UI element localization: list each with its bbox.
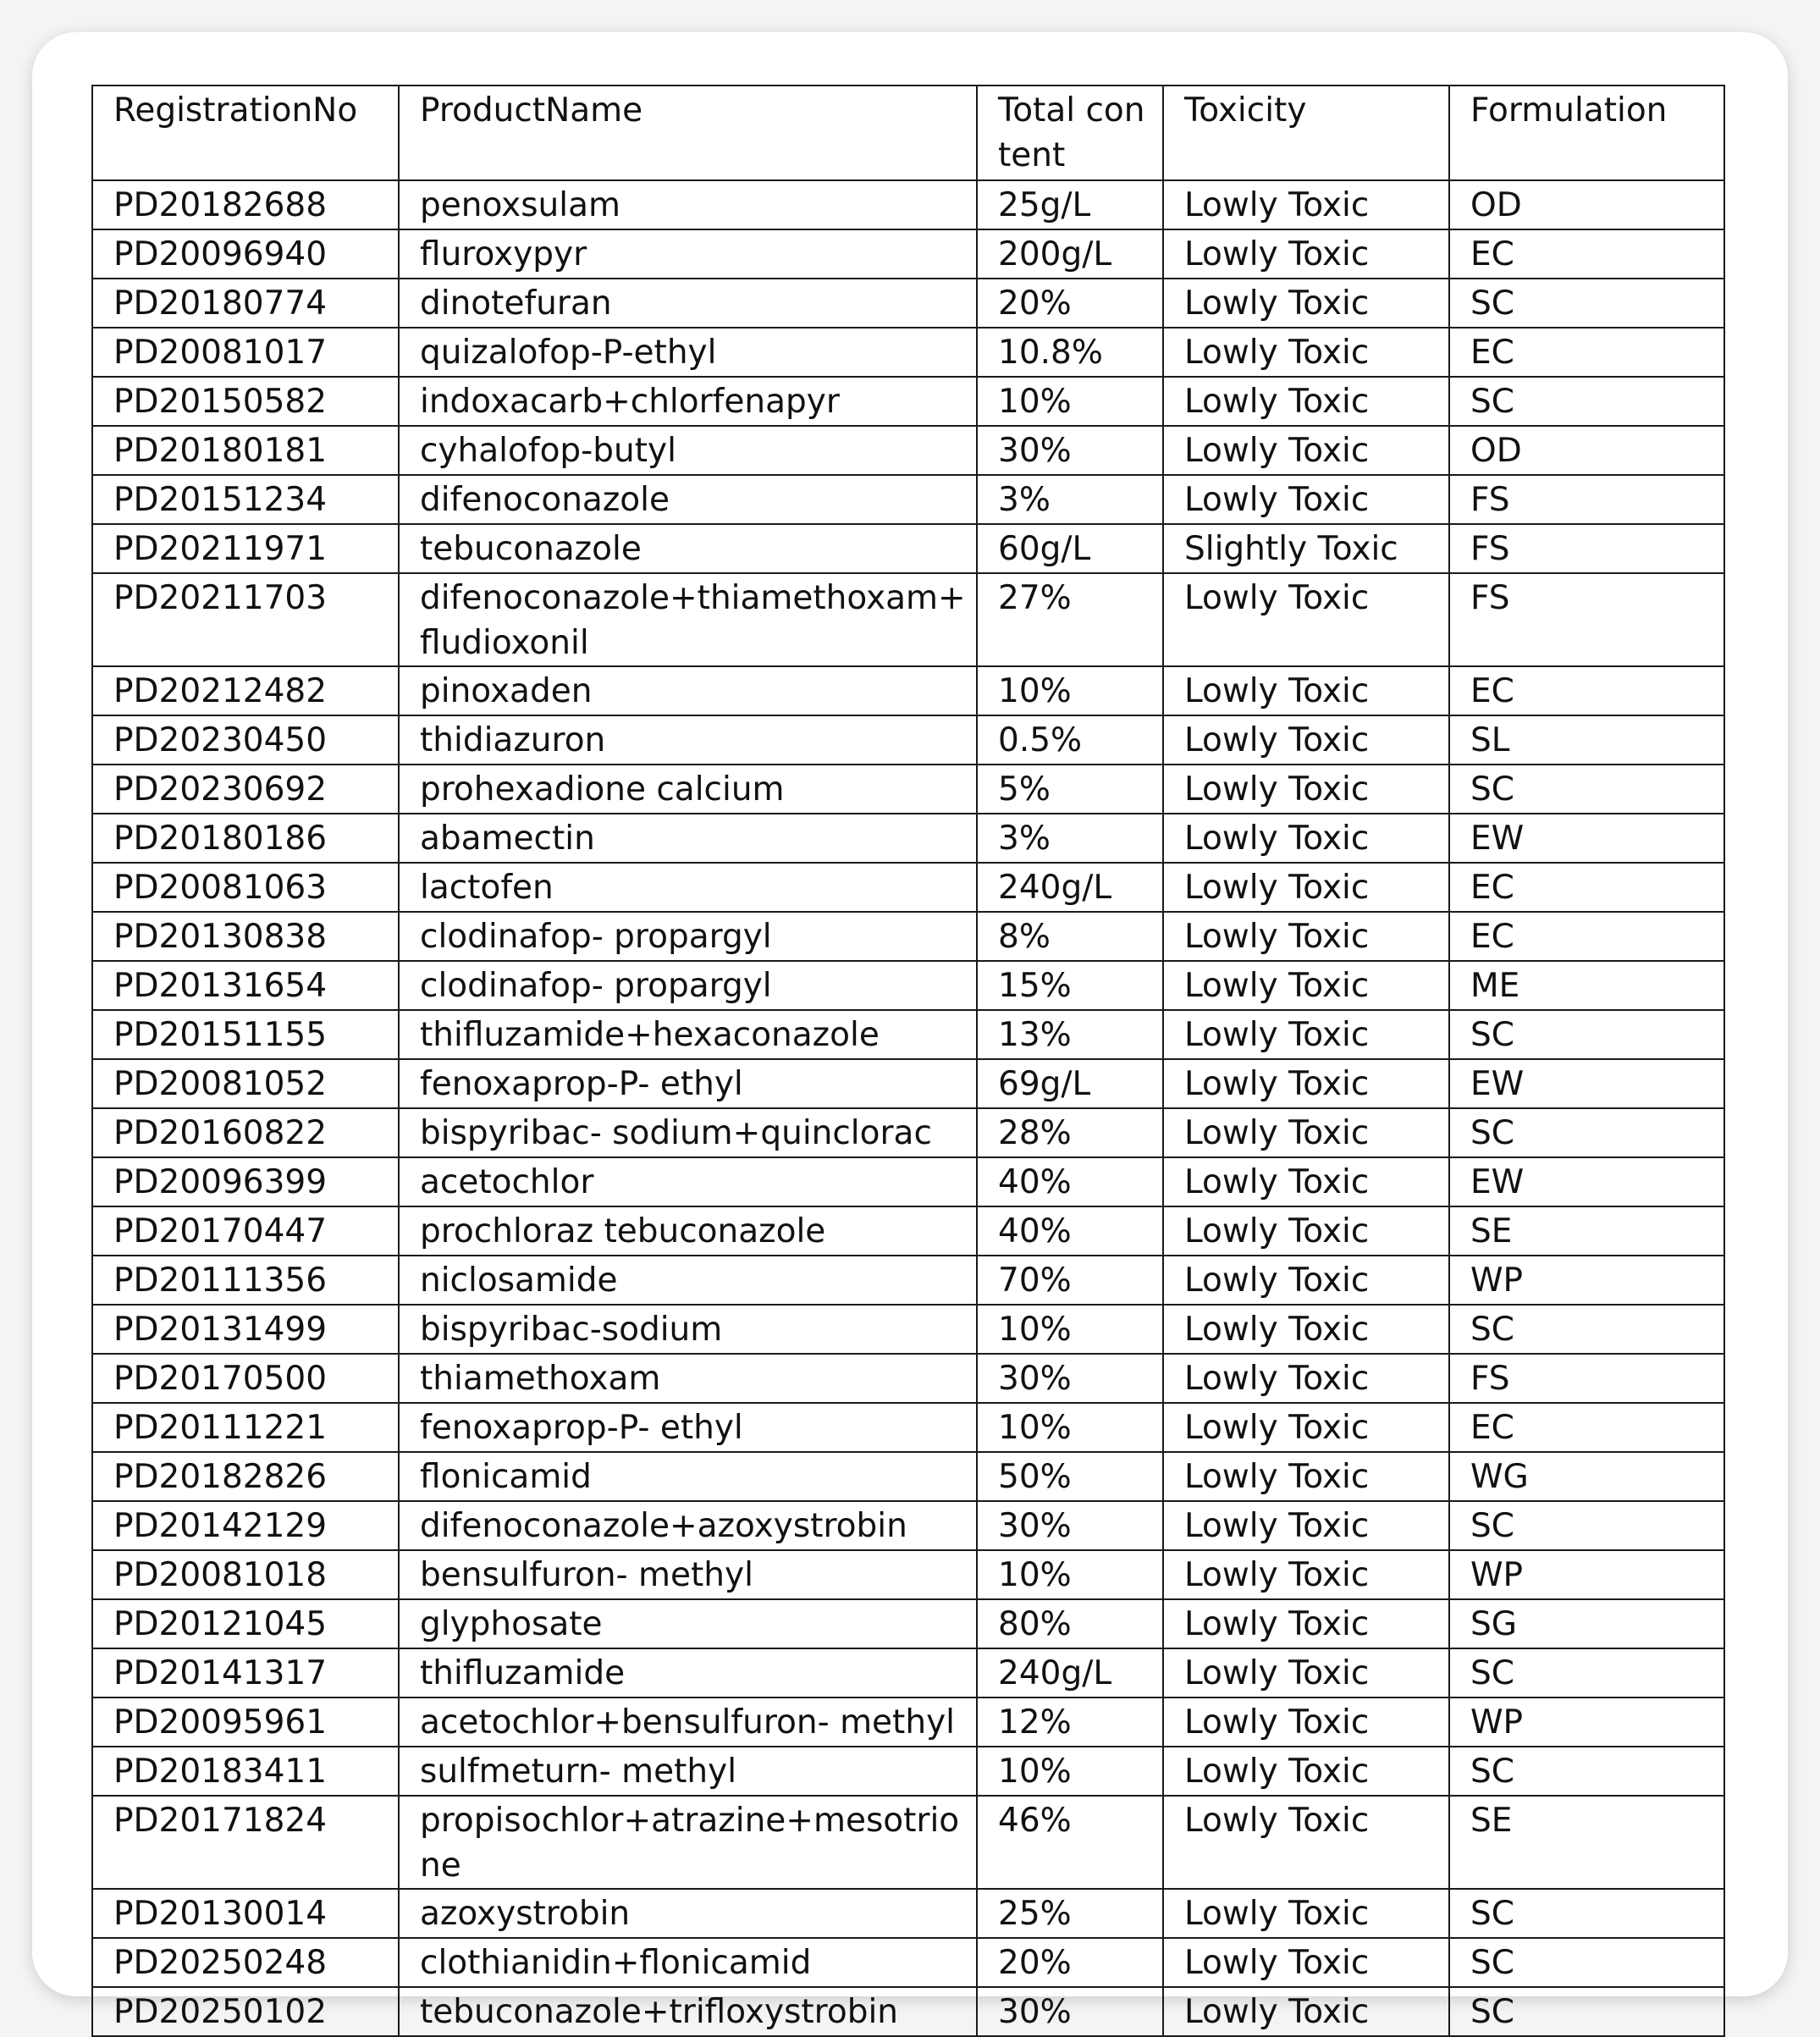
toxicity-cell: Lowly Toxic	[1163, 1889, 1449, 1938]
product-name-cell: clodinafop- propargyl	[399, 961, 977, 1010]
table-row	[92, 1501, 1724, 1550]
toxicity-cell: Lowly Toxic	[1163, 1648, 1449, 1698]
registration-no-cell: PD20250248	[92, 1938, 399, 1987]
total-content-cell: 40%	[977, 1206, 1163, 1256]
registration-no-cell: PD20183411	[92, 1747, 399, 1796]
total-content-cell: 10%	[977, 1747, 1163, 1796]
registration-no-cell: PD20160822	[92, 1108, 399, 1157]
product-name-cell: flonicamid	[399, 1452, 977, 1501]
registration-no-cell: PD20180181	[92, 426, 399, 475]
header-formulation: Formulation	[1449, 86, 1724, 180]
registration-no-cell: PD20111221	[92, 1403, 399, 1452]
registration-no-cell: PD20142129	[92, 1501, 399, 1550]
formulation-cell: SC	[1449, 1889, 1724, 1938]
product-name-cell: cyhalofop-butyl	[399, 426, 977, 475]
formulation-cell: FS	[1449, 524, 1724, 573]
registration-no-cell: PD20212482	[92, 666, 399, 715]
toxicity-cell: Lowly Toxic	[1163, 666, 1449, 715]
formulation-cell: ME	[1449, 961, 1724, 1010]
table-row	[92, 328, 1724, 377]
total-content-cell: 80%	[977, 1599, 1163, 1648]
formulation-cell: EC	[1449, 666, 1724, 715]
product-name-cell: niclosamide	[399, 1256, 977, 1305]
product-name-cell: lactofen	[399, 863, 977, 912]
formulation-cell: EW	[1449, 1157, 1724, 1206]
formulation-cell: OD	[1449, 426, 1724, 475]
total-content-cell: 28%	[977, 1108, 1163, 1157]
total-content-cell: 8%	[977, 912, 1163, 961]
registration-no-cell: PD20180186	[92, 814, 399, 863]
product-name-cell: thifluzamide+hexaconazole	[399, 1010, 977, 1059]
total-content-cell: 3%	[977, 475, 1163, 524]
toxicity-cell: Lowly Toxic	[1163, 279, 1449, 328]
formulation-cell: WG	[1449, 1452, 1724, 1501]
toxicity-cell: Lowly Toxic	[1163, 1938, 1449, 1987]
table-row	[92, 475, 1724, 524]
total-content-cell: 5%	[977, 765, 1163, 814]
toxicity-cell: Lowly Toxic	[1163, 1010, 1449, 1059]
toxicity-cell: Lowly Toxic	[1163, 1452, 1449, 1501]
table-row	[92, 524, 1724, 573]
toxicity-cell: Lowly Toxic	[1163, 377, 1449, 426]
total-content-cell: 50%	[977, 1452, 1163, 1501]
table-row	[92, 1698, 1724, 1747]
product-name-cell: sulfmeturn- methyl	[399, 1747, 977, 1796]
product-name-cell: thifluzamide	[399, 1648, 977, 1698]
total-content-cell: 10%	[977, 377, 1163, 426]
table-row	[92, 863, 1724, 912]
table-row	[92, 1108, 1724, 1157]
total-content-cell: 3%	[977, 814, 1163, 863]
table-row	[92, 1599, 1724, 1648]
registration-no-cell: PD20230450	[92, 715, 399, 765]
total-content-cell: 46%	[977, 1796, 1163, 1889]
product-name-cell: clothianidin+flonicamid	[399, 1938, 977, 1987]
table-row	[92, 1206, 1724, 1256]
total-content-cell: 10%	[977, 1550, 1163, 1599]
product-name-cell: fluroxypyr	[399, 229, 977, 279]
formulation-cell: FS	[1449, 475, 1724, 524]
toxicity-cell: Lowly Toxic	[1163, 1206, 1449, 1256]
formulation-cell: SG	[1449, 1599, 1724, 1648]
table-row	[92, 715, 1724, 765]
toxicity-cell: Lowly Toxic	[1163, 1796, 1449, 1889]
toxicity-cell: Slightly Toxic	[1163, 524, 1449, 573]
registration-no-cell: PD20141317	[92, 1648, 399, 1698]
toxicity-cell: Lowly Toxic	[1163, 573, 1449, 666]
formulation-cell: EC	[1449, 863, 1724, 912]
registration-no-cell: PD20111356	[92, 1256, 399, 1305]
product-name-cell: quizalofop-P-ethyl	[399, 328, 977, 377]
product-name-cell: penoxsulam	[399, 180, 977, 229]
table-row	[92, 1550, 1724, 1599]
formulation-cell: SC	[1449, 1305, 1724, 1354]
formulation-cell: EC	[1449, 328, 1724, 377]
toxicity-cell: Lowly Toxic	[1163, 961, 1449, 1010]
toxicity-cell: Lowly Toxic	[1163, 1256, 1449, 1305]
table-row	[92, 1747, 1724, 1796]
total-content-cell: 40%	[977, 1157, 1163, 1206]
toxicity-cell: Lowly Toxic	[1163, 1108, 1449, 1157]
product-name-cell: acetochlor+bensulfuron- methyl	[399, 1698, 977, 1747]
registration-no-cell: PD20131654	[92, 961, 399, 1010]
table-row	[92, 1889, 1724, 1938]
total-content-cell: 10.8%	[977, 328, 1163, 377]
product-name-cell: bispyribac- sodium+quinclorac	[399, 1108, 977, 1157]
product-name-cell: difenoconazole	[399, 475, 977, 524]
formulation-cell: FS	[1449, 573, 1724, 666]
toxicity-cell: Lowly Toxic	[1163, 1354, 1449, 1403]
product-name-cell: tebuconazole	[399, 524, 977, 573]
formulation-cell: FS	[1449, 1354, 1724, 1403]
registration-no-cell: PD20250102	[92, 1987, 399, 2036]
toxicity-cell: Lowly Toxic	[1163, 1501, 1449, 1550]
product-name-cell: glyphosate	[399, 1599, 977, 1648]
total-content-cell: 25g/L	[977, 180, 1163, 229]
table-row	[92, 961, 1724, 1010]
toxicity-cell: Lowly Toxic	[1163, 715, 1449, 765]
formulation-cell: SC	[1449, 1747, 1724, 1796]
product-name-cell: bispyribac-sodium	[399, 1305, 977, 1354]
registration-no-cell: PD20151155	[92, 1010, 399, 1059]
registration-no-cell: PD20150582	[92, 377, 399, 426]
table-row	[92, 1157, 1724, 1206]
product-name-cell: prohexadione calcium	[399, 765, 977, 814]
registration-no-cell: PD20170500	[92, 1354, 399, 1403]
total-content-cell: 0.5%	[977, 715, 1163, 765]
product-name-cell: clodinafop- propargyl	[399, 912, 977, 961]
formulation-cell: SC	[1449, 377, 1724, 426]
total-content-cell: 10%	[977, 1305, 1163, 1354]
toxicity-cell: Lowly Toxic	[1163, 1698, 1449, 1747]
toxicity-cell: Lowly Toxic	[1163, 863, 1449, 912]
table-row	[92, 1938, 1724, 1987]
table-row	[92, 765, 1724, 814]
formulation-cell: EC	[1449, 229, 1724, 279]
formulation-cell: EW	[1449, 814, 1724, 863]
toxicity-cell: Lowly Toxic	[1163, 1987, 1449, 2036]
product-name-cell: fenoxaprop-P- ethyl	[399, 1059, 977, 1108]
header-row	[92, 86, 1724, 180]
header-total-content: Total content	[977, 86, 1163, 180]
total-content-cell: 70%	[977, 1256, 1163, 1305]
table-row	[92, 1354, 1724, 1403]
product-name-cell: indoxacarb+chlorfenapyr	[399, 377, 977, 426]
registration-no-cell: PD20151234	[92, 475, 399, 524]
registration-no-cell: PD20211971	[92, 524, 399, 573]
toxicity-cell: Lowly Toxic	[1163, 1157, 1449, 1206]
formulation-cell: WP	[1449, 1256, 1724, 1305]
toxicity-cell: Lowly Toxic	[1163, 814, 1449, 863]
total-content-cell: 240g/L	[977, 863, 1163, 912]
total-content-cell: 25%	[977, 1889, 1163, 1938]
total-content-cell: 240g/L	[977, 1648, 1163, 1698]
toxicity-cell: Lowly Toxic	[1163, 1599, 1449, 1648]
formulation-cell: SL	[1449, 715, 1724, 765]
registration-no-cell: PD20081018	[92, 1550, 399, 1599]
table-row	[92, 1648, 1724, 1698]
header-toxicity: Toxicity	[1163, 86, 1449, 180]
total-content-cell: 15%	[977, 961, 1163, 1010]
table-row	[92, 666, 1724, 715]
toxicity-cell: Lowly Toxic	[1163, 328, 1449, 377]
table-row	[92, 229, 1724, 279]
total-content-cell: 13%	[977, 1010, 1163, 1059]
registration-no-cell: PD20182826	[92, 1452, 399, 1501]
formulation-cell: SE	[1449, 1206, 1724, 1256]
total-content-cell: 20%	[977, 1938, 1163, 1987]
total-content-cell: 30%	[977, 426, 1163, 475]
registration-no-cell: PD20095961	[92, 1698, 399, 1747]
registration-no-cell: PD20081017	[92, 328, 399, 377]
product-name-cell: azoxystrobin	[399, 1889, 977, 1938]
total-content-cell: 60g/L	[977, 524, 1163, 573]
table-row	[92, 1452, 1724, 1501]
product-name-cell: fenoxaprop-P- ethyl	[399, 1403, 977, 1452]
formulation-cell: SC	[1449, 1501, 1724, 1550]
total-content-cell: 30%	[977, 1987, 1163, 2036]
registration-no-cell: PD20081063	[92, 863, 399, 912]
table-row	[92, 279, 1724, 328]
total-content-cell: 10%	[977, 666, 1163, 715]
toxicity-cell: Lowly Toxic	[1163, 426, 1449, 475]
total-content-cell: 12%	[977, 1698, 1163, 1747]
registration-no-cell: PD20096940	[92, 229, 399, 279]
toxicity-cell: Lowly Toxic	[1163, 1305, 1449, 1354]
toxicity-cell: Lowly Toxic	[1163, 1550, 1449, 1599]
formulation-cell: EW	[1449, 1059, 1724, 1108]
product-name-cell: acetochlor	[399, 1157, 977, 1206]
formulation-cell: SC	[1449, 1938, 1724, 1987]
toxicity-cell: Lowly Toxic	[1163, 1059, 1449, 1108]
table-row	[92, 377, 1724, 426]
total-content-cell: 200g/L	[977, 229, 1163, 279]
toxicity-cell: Lowly Toxic	[1163, 912, 1449, 961]
registration-no-cell: PD20121045	[92, 1599, 399, 1648]
product-name-cell: thiamethoxam	[399, 1354, 977, 1403]
product-name-cell: pinoxaden	[399, 666, 977, 715]
formulation-cell: EC	[1449, 912, 1724, 961]
table-row	[92, 1796, 1724, 1889]
registration-no-cell: PD20170447	[92, 1206, 399, 1256]
table-row	[92, 1403, 1724, 1452]
product-name-cell: propisochlor+atrazine+mesotrione	[399, 1796, 977, 1889]
toxicity-cell: Lowly Toxic	[1163, 1403, 1449, 1452]
formulation-cell: WP	[1449, 1550, 1724, 1599]
formulation-cell: SC	[1449, 765, 1724, 814]
registration-no-cell: PD20130838	[92, 912, 399, 961]
toxicity-cell: Lowly Toxic	[1163, 229, 1449, 279]
total-content-cell: 27%	[977, 573, 1163, 666]
table-body	[92, 180, 1724, 2036]
product-name-cell: tebuconazole+trifloxystrobin	[399, 1987, 977, 2036]
table-row	[92, 1305, 1724, 1354]
table-row	[92, 1987, 1724, 2036]
product-name-cell: thidiazuron	[399, 715, 977, 765]
formulation-cell: SC	[1449, 1987, 1724, 2036]
total-content-cell: 20%	[977, 279, 1163, 328]
registration-no-cell: PD20096399	[92, 1157, 399, 1206]
table-row	[92, 573, 1724, 666]
registration-no-cell: PD20130014	[92, 1889, 399, 1938]
formulation-cell: SC	[1449, 1010, 1724, 1059]
table-row	[92, 814, 1724, 863]
product-name-cell: bensulfuron- methyl	[399, 1550, 977, 1599]
formulation-cell: WP	[1449, 1698, 1724, 1747]
formulation-cell: OD	[1449, 180, 1724, 229]
formulation-cell: SC	[1449, 1108, 1724, 1157]
product-name-cell: abamectin	[399, 814, 977, 863]
table-row	[92, 1059, 1724, 1108]
formulation-cell: SE	[1449, 1796, 1724, 1889]
toxicity-cell: Lowly Toxic	[1163, 1747, 1449, 1796]
registration-no-cell: PD20230692	[92, 765, 399, 814]
formulation-cell: SC	[1449, 1648, 1724, 1698]
table-row	[92, 1010, 1724, 1059]
toxicity-cell: Lowly Toxic	[1163, 765, 1449, 814]
formulation-cell: SC	[1449, 279, 1724, 328]
header-product-name: ProductName	[399, 86, 977, 180]
registration-no-cell: PD20131499	[92, 1305, 399, 1354]
table-row	[92, 180, 1724, 229]
registration-table	[91, 85, 1725, 2037]
total-content-cell: 30%	[977, 1354, 1163, 1403]
product-name-cell: prochloraz tebuconazole	[399, 1206, 977, 1256]
product-name-cell: difenoconazole+azoxystrobin	[399, 1501, 977, 1550]
registration-no-cell: PD20171824	[92, 1796, 399, 1889]
total-content-cell: 69g/L	[977, 1059, 1163, 1108]
registration-no-cell: PD20180774	[92, 279, 399, 328]
product-name-cell: dinotefuran	[399, 279, 977, 328]
registration-no-cell: PD20081052	[92, 1059, 399, 1108]
total-content-cell: 10%	[977, 1403, 1163, 1452]
toxicity-cell: Lowly Toxic	[1163, 180, 1449, 229]
toxicity-cell: Lowly Toxic	[1163, 475, 1449, 524]
registration-no-cell: PD20211703	[92, 573, 399, 666]
header-registration-no: RegistrationNo	[92, 86, 399, 180]
formulation-cell: EC	[1449, 1403, 1724, 1452]
document-card	[32, 32, 1788, 2031]
total-content-cell: 30%	[977, 1501, 1163, 1550]
product-name-cell: difenoconazole+thiamethoxam+fludioxonil	[399, 573, 977, 666]
registration-no-cell: PD20182688	[92, 180, 399, 229]
table-row	[92, 1256, 1724, 1305]
table-row	[92, 426, 1724, 475]
table-row	[92, 912, 1724, 961]
